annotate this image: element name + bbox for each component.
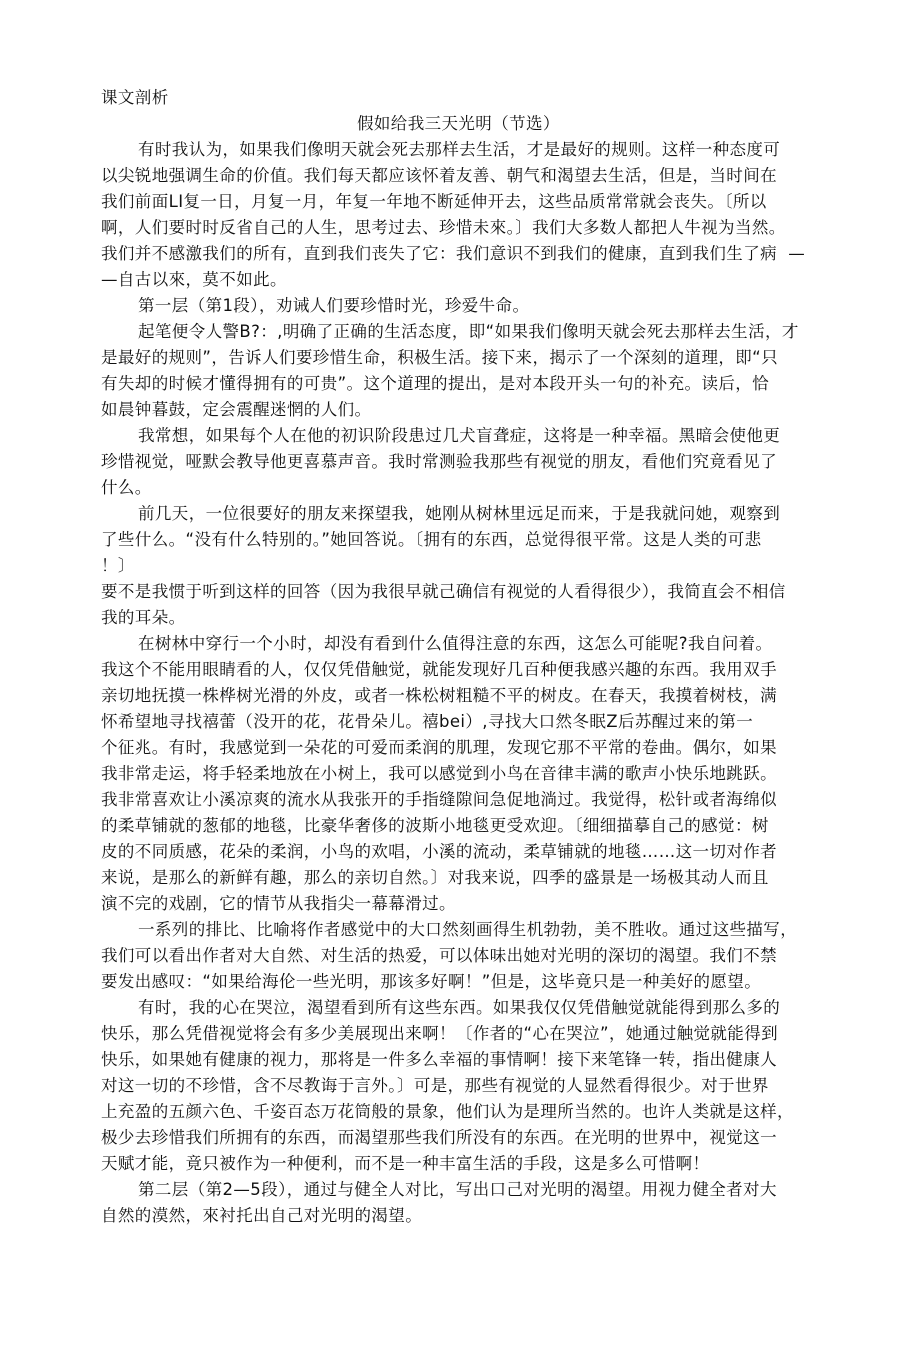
text-line: 要发出感叹：“如果给海伦一些光明，那该多好啊！”但是，这毕竟只是一种美好的愿望。 [101,972,762,991]
text-line: 第二层（第2—5段），通过与健全人对比，写出口己对光明的渴望。用视力健全者对大 [138,1180,777,1199]
text-line: 快乐，那么凭借视觉将会有多少美展现出来啊！〔作者的“心在哭泣”，她通过触觉就能得到 [101,1024,778,1043]
text-line: 我们可以看出作者对大自然、对生活的热爱，可以体味出她对光明的深切的渴望。我们不禁 [101,946,777,965]
text-line: 天赋才能，竟只被作为一种便利，而不是一种丰富生活的手段，这是多么可惜啊！ [101,1154,710,1173]
text-line: 是最好的规则”，告诉人们要珍惜生命，积极生活。接下来，揭示了一个深刻的道理，即“只 [101,348,778,367]
text-line: 个征兆。有时，我感觉到一朵花的可爱而柔润的肌理，发现它那不平常的卷曲。偶尔，如果 [101,738,777,757]
text-line: 了些什么。“没有什么特别的。”她回答说。〔拥有的东西，总觉得很平常。这是人类的可悲 [101,530,762,549]
text-line: 亲切地抚摸一株桦树光滑的外皮，或者一株松树粗糙不平的树皮。在春天，我摸着树枝，满 [101,686,777,705]
text-line: 上充盈的五颜六色、千姿百态万花筒般的景象，他们认为是理所当然的。也许人类就是这样， [101,1102,794,1121]
text-line: 有时我认为，如果我们像明天就会死去那样去生活，才是最好的规则。这样一种态度可 [138,140,781,159]
text-line: 我非常走运，将手轻柔地放在小树上，我可以感觉到小鸟在音律丰满的歌声小快乐地跳跃。 [101,764,777,783]
document-title: 假如给我三天光明（节选） [357,114,560,133]
text-line: 我非常喜欢让小溪凉爽的流水从我张开的手指缝隙间急促地淌过。我觉得，松针或者海绵似 [101,790,777,809]
text-line: 我的耳朵。 [101,608,186,627]
text-line: 在树林中穿行一个小时，却没有看到什么值得注意的东西，这怎么可能呢?我自问着。 [138,634,773,653]
text-line: —自古以來，莫不如此。 [101,270,287,289]
text-line: 有失却的时候才懂得拥有的可贵”。这个道理的提出，是对本段开头一句的补充。读后，恰 [101,374,770,393]
text-line: 啊，人们要时时反省自己的人生，思考过去、珍惜未來。〕我们大多数人都把人牛视为当然。 [101,218,786,237]
text-line: 我们并不感激我们的所有，直到我们丧失了它：我们意识不到我们的健康，直到我们生了病 — [101,244,806,263]
text-line: 珍惜视觉，哑默会教导他更喜慕声音。我时常测验我那些有视觉的朋友，看他们究竟看见了 [101,452,777,471]
text-line: 以尖锐地强调生命的价值。我们每天都应该怀着友善、朝气和渴望去生活，但是，当时间在 [101,166,777,185]
text-line: 有时，我的心在哭泣，渴望看到所有这些东西。如果我仅仅凭借触觉就能得到那么多的 [138,998,781,1017]
text-line: 我这个不能用眼睛看的人，仅仅凭借触觉，就能发现好几百种便我感兴趣的东西。我用双手 [101,660,777,679]
text-line: 自然的漠然，來衬托出自己对光明的渴望。 [101,1206,423,1225]
text-line: 对这一切的不珍惜，含不尽教诲于言外。〕可是，那些有视觉的人显然看得很少。对于世界 [101,1076,769,1095]
text-line: 一系列的排比、比喻将作者感觉中的大口然刻画得生机勃勃，美不胜收。通过这些描写， [138,920,798,939]
text-line: 演不完的戏剧，它的情节从我指尖一幕幕滑过。 [101,894,456,913]
text-line: 极少去珍惜我们所拥有的东西，而渴望那些我们所没有的东西。在光明的世界中，视觉这一 [101,1128,777,1147]
text-line: 要不是我惯于听到这样的回答（因为我很早就己确信有视觉的人看得很少），我简直会不相信 [101,582,786,601]
text-line: 前几天，一位很要好的朋友来探望我，她刚从树林里远足而来，于是我就问她，观察到 [138,504,781,523]
text-line: 第一层（第1段），劝诫人们要珍惜时光，珍爱牛命。 [138,296,530,315]
text-line: 的柔草铺就的葱郁的地毯，比豪华奢侈的波斯小地毯更受欢迎。〔细细描摹自己的感觉：树 [101,816,769,835]
text-line: 起笔便令人警B?：,明确了正确的生活态度，即“如果我们像明天就会死去那样去生活，才 [138,322,799,341]
text-line: 来说，是那么的新鲜有趣，那么的亲切自然。〕对我来说，四季的盛景是一场极其动人而且 [101,868,769,887]
text-line: 快乐，如果她有健康的视力，那将是一件多么幸福的事情啊！接下来笔锋一转，指出健康人 [101,1050,777,1069]
text-line: 皮的不同质感，花朵的柔润，小鸟的欢唱，小溪的流动，柔草铺就的地毯……这一切对作者 [101,842,777,861]
text-line: ！〕 [101,556,135,575]
text-line: 怀希望地寻找禧蕾（没开的花，花骨朵儿。禧bei）,寻找大口然冬眠Z后苏醒过来的第一 [101,712,754,731]
text-line: 如晨钟暮鼓，定会震醒迷惘的人们。 [101,400,372,419]
text-line: 什么。 [101,478,152,497]
text-line: 我常想，如果每个人在他的初识阶段患过几犬盲聋症，这将是一种幸福。黑暗会使他更 [138,426,781,445]
text-line: 我们前面LI复一日，月复一月，年复一年地不断延伸开去，这些品质常常就会丧失。〔所以 [101,192,767,211]
section-label: 课文剖析 [101,88,169,107]
